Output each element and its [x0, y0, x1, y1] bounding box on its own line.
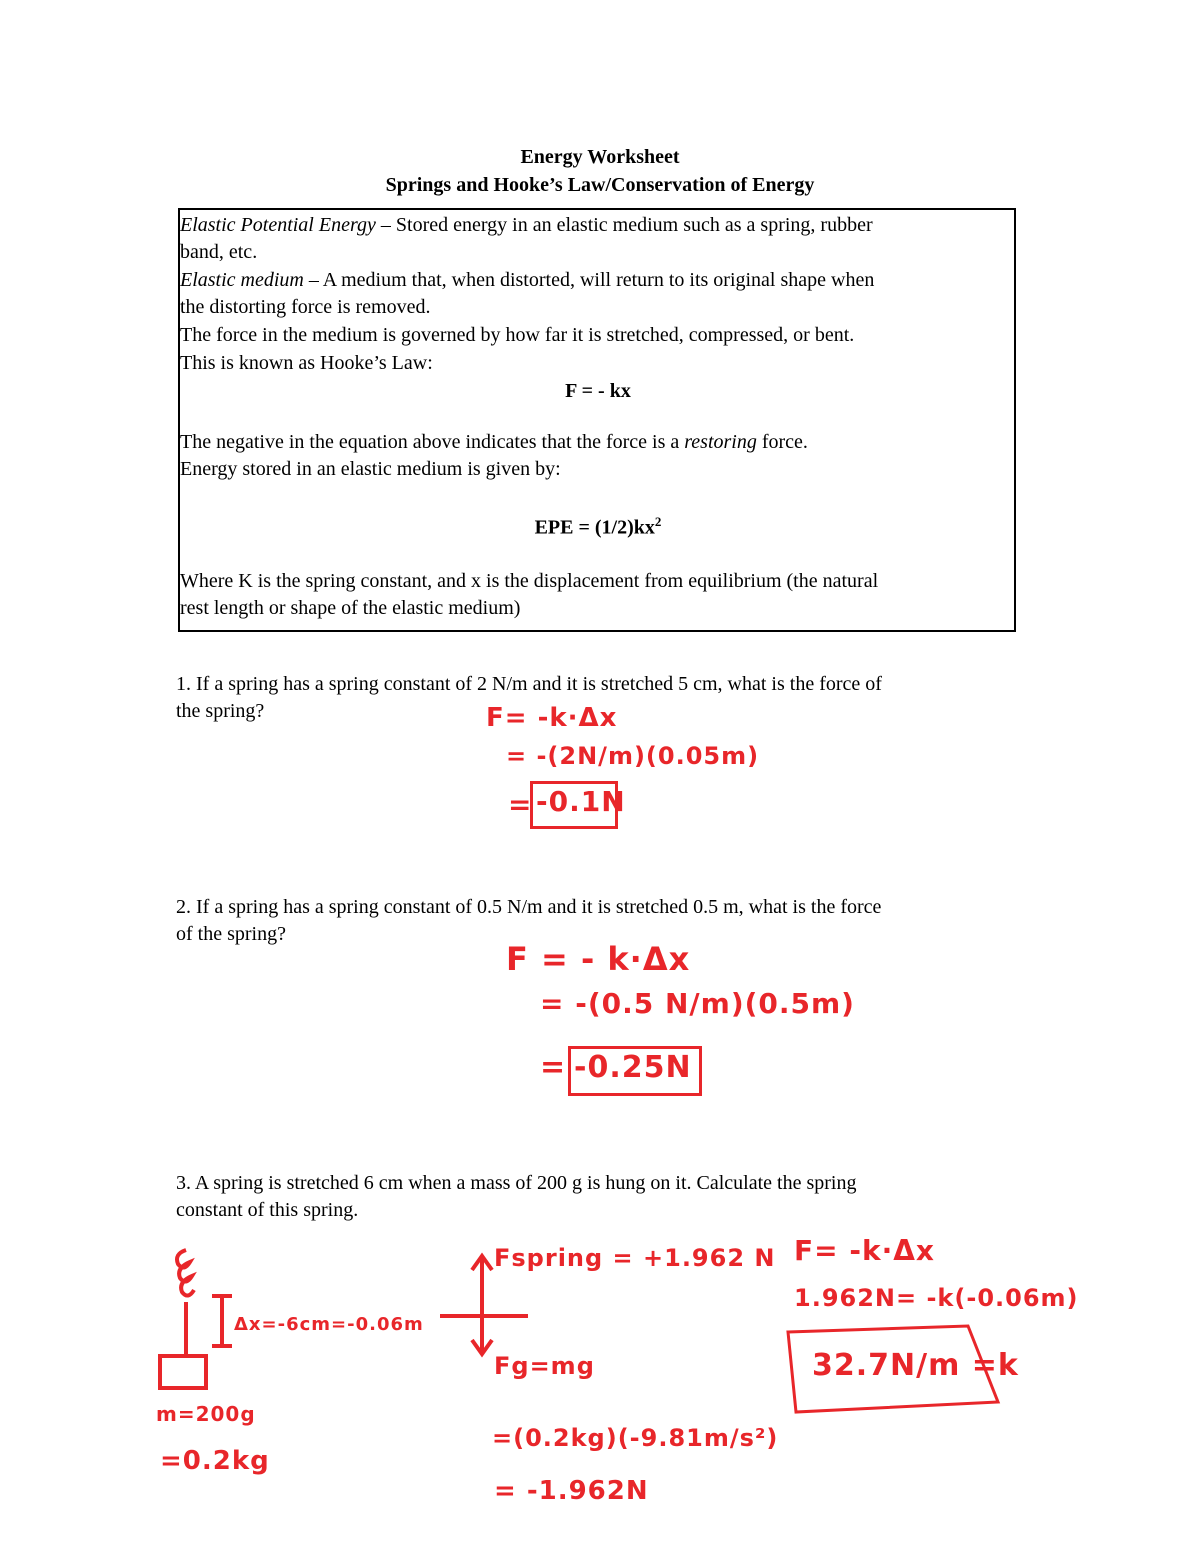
question-1: 1. If a spring has a spring constant of 2 N/m and it is stretched 5 cm, what is the force of — [176, 673, 882, 695]
hw-q1-line2: = -(2N/m)(0.05m) — [506, 742, 760, 770]
mass-block — [160, 1356, 206, 1388]
page-subtitle: Springs and Hooke’s Law/Conservation of Energy — [385, 174, 815, 196]
medium-definition: Elastic medium – A medium that, when distorted, will return to its original shape when — [180, 269, 875, 291]
hw-q3-displacement: Δx=-6cm=-0.06m — [234, 1314, 424, 1335]
question-2-cont: of the spring? — [176, 923, 286, 945]
epe-definition: Elastic Potential Energy – Stored energy in an elastic medium such as a spring, rubber — [180, 214, 873, 236]
question-2: 2. If a spring has a spring constant of 0.5 N/m and it is stretched 0.5 m, what is the force — [176, 896, 882, 918]
where-line-cont: rest length or shape of the elastic medium) — [180, 597, 521, 619]
hw-q3-sol-line2: 1.962N= -k(-0.06m) — [794, 1284, 1079, 1312]
hw-q2-line2: = -(0.5 N/m)(0.5m) — [540, 987, 855, 1020]
hw-q2-line1: F = - k·Δx — [506, 940, 691, 978]
medium-definition-cont: the distorting force is removed. — [180, 296, 431, 318]
hw-q3-sol-answer: 32.7N/m =k — [812, 1348, 1019, 1383]
medium-term: Elastic medium — [180, 269, 304, 291]
hw-q3-fg: Fg=mg — [494, 1352, 595, 1380]
hooke-equation: F = - kx — [565, 380, 631, 402]
question-3-cont: constant of this spring. — [176, 1199, 359, 1221]
hw-q2-answer: -0.25N — [574, 1050, 692, 1085]
hw-q1-eq: = — [508, 788, 533, 821]
spring-icon — [177, 1250, 194, 1296]
epe-term: Elastic Potential Energy — [180, 214, 376, 236]
question-3: 3. A spring is stretched 6 cm when a mass of 200 g is hung on it. Calculate the spring — [176, 1172, 857, 1194]
energy-line: Energy stored in an elastic medium is given by: — [180, 458, 561, 480]
hw-q3-fspring: Fspring = +1.962 N — [494, 1244, 776, 1272]
hw-q1-line1: F= -k·Δx — [486, 703, 618, 733]
question-1-cont: the spring? — [176, 700, 265, 722]
force-line: The force in the medium is governed by how far it is stretched, compressed, or bent. — [180, 324, 855, 346]
hw-q3-fg-calc: =(0.2kg)(-9.81m/s²) — [492, 1424, 779, 1452]
hw-q2-eq: = — [540, 1050, 567, 1085]
hooke-intro: This is known as Hooke’s Law: — [180, 352, 433, 374]
epe-definition-cont: band, etc. — [180, 241, 258, 263]
hw-q3-sol-line1: F= -k·Δx — [794, 1234, 935, 1267]
where-line: Where K is the spring constant, and x is the displacement from equilibrium (the natural — [180, 570, 879, 592]
epe-equation: EPE = $(1/2)kx^2$ — [534, 514, 662, 539]
hw-q3-mass: m=200g — [156, 1402, 256, 1426]
negative-explanation: The negative in the equation above indicates that the force is a restoring force. — [180, 431, 808, 453]
hw-q1-answer: -0.1N — [536, 785, 626, 818]
hw-q3-fg-result: = -1.962N — [494, 1476, 649, 1506]
page-title: Energy Worksheet — [520, 146, 680, 168]
hw-q3-mass-kg: =0.2kg — [160, 1446, 270, 1476]
